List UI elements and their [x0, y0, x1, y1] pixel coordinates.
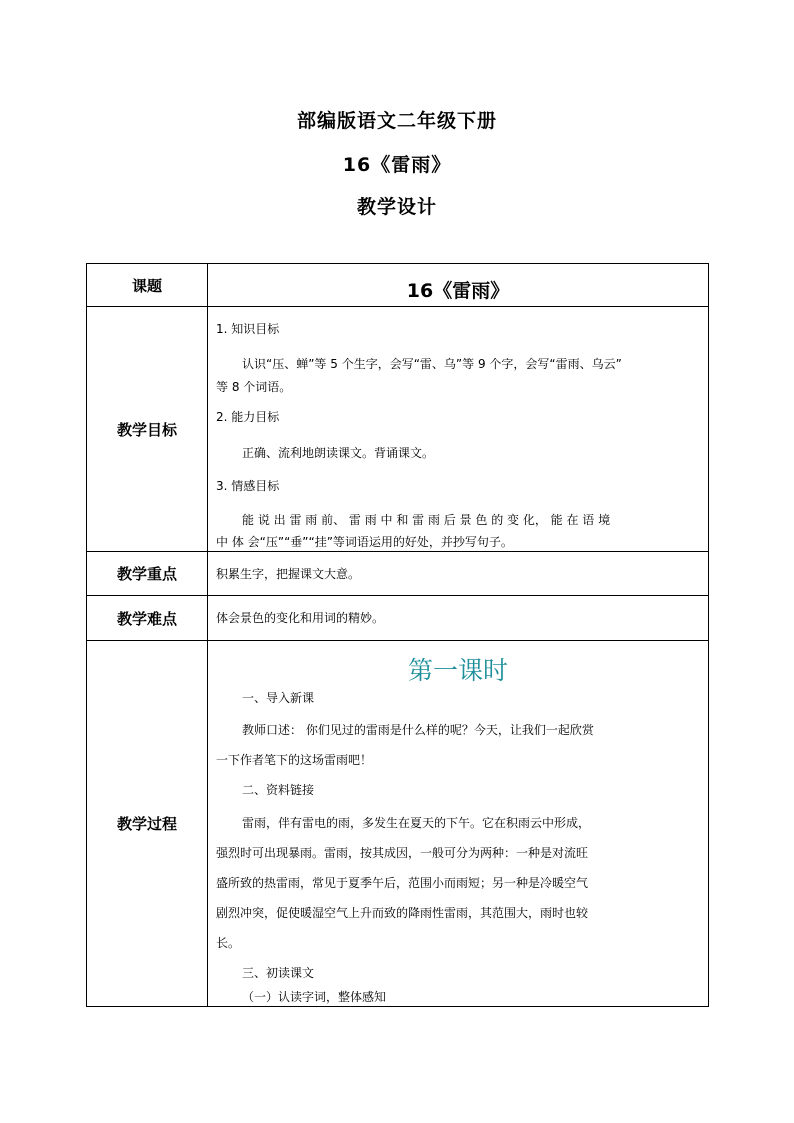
section-3-subheading: （一）认读字词，整体感知: [242, 990, 387, 1004]
section-2-heading: 二、资料链接: [242, 783, 315, 797]
lesson-title: 16《雷雨》: [342, 154, 452, 176]
document-title: 部编版语文二年级下册: [296, 110, 497, 132]
goal-2-title: 2. 能力目标: [216, 410, 280, 424]
table-row-key: [87, 552, 709, 596]
section-3-heading: 三、初读课文: [242, 966, 315, 980]
key-cell: [208, 552, 709, 596]
document-subtitle: 教学设计: [356, 196, 437, 218]
table-row-difficulty: [87, 596, 709, 641]
process-label: 教学过程: [87, 641, 208, 1007]
lesson-period-title: 第一课时: [407, 656, 508, 685]
section-1-text-cont: 一下作者笔下的这场雷雨吧！: [216, 753, 373, 767]
key-label: 教学重点: [87, 552, 208, 596]
goal-3-title: 3. 情感目标: [216, 479, 280, 493]
goal-3-text-cont: 中 体 会“压”“垂”“挂”等词语运用的好处，并抄写句子。: [216, 535, 513, 549]
goal-1-text: 认识“压、蝉”等 5 个生字，会写“雷、乌”等 9 个字，会写“雷雨、乌云”: [242, 357, 622, 371]
table-row-topic: [87, 264, 709, 307]
goals-label: 教学目标: [87, 307, 208, 552]
goal-3-text: 能 说 出 雷 雨 前、 雷 雨 中 和 雷 雨 后 景 色 的 变 化， 能 在 语 境: [242, 513, 611, 527]
section-1-heading: 一、导入新课: [242, 691, 315, 705]
topic-cell: [208, 264, 709, 307]
goal-1-text-cont: 等 8 个词语。: [216, 380, 292, 394]
section-2-text-1: 雷雨，伴有雷电的雨，多发生在夏天的下午。它在积雨云中形成，: [242, 816, 591, 830]
section-2-text-4: 剧烈冲突，促使暖湿空气上升而致的降雨性雷雨，其范围大，雨时也较: [216, 906, 589, 920]
process-cell: [208, 641, 709, 1007]
topic-label: 课题: [87, 264, 208, 307]
difficulty-label: 教学难点: [87, 596, 208, 641]
difficulty-cell: [208, 596, 709, 641]
goal-2-text: 正确、流利地朗读课文。背诵课文。: [242, 446, 435, 460]
section-1-text: 教师口述： 你们见过的雷雨是什么样的呢？今天，让我们一起欣赏: [242, 723, 594, 737]
goals-cell: [208, 307, 709, 552]
table-row-goals: [87, 307, 709, 552]
section-2-text-3: 盛所致的热雷雨，常见于夏季午后，范围小而雨短；另一种是冷暖空气: [216, 876, 589, 890]
goal-1-title: 1. 知识目标: [216, 322, 280, 336]
difficulty-value: 体会景色的变化和用词的精妙。: [216, 611, 385, 625]
lesson-plan-table: [86, 263, 709, 1007]
table-row-process: [87, 641, 709, 1007]
section-2-text-2: 强烈时可出现暴雨。雷雨，按其成因，一般可分为两种：一种是对流旺: [216, 846, 589, 860]
section-2-text-5: 长。: [216, 936, 241, 950]
topic-value: 16《雷雨》: [406, 280, 510, 302]
key-value: 积累生字，把握课文大意。: [216, 567, 361, 581]
